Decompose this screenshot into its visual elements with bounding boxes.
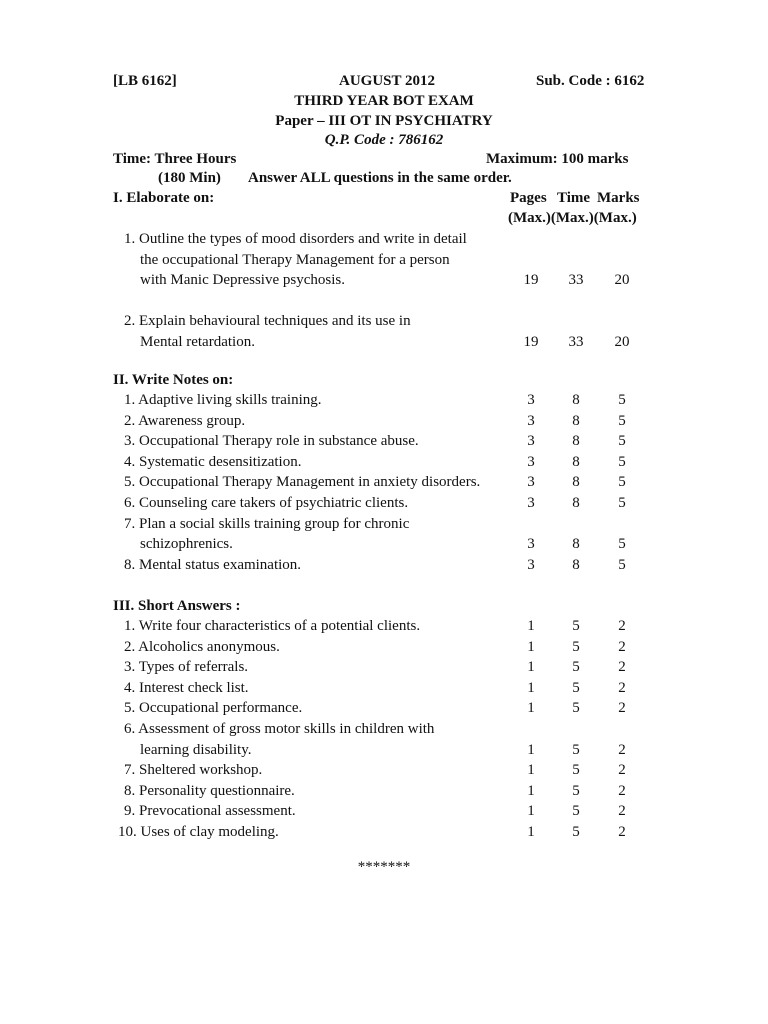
- marks-value: 5: [618, 474, 626, 491]
- question-line: 2. Awareness group.: [124, 412, 246, 429]
- time-value: 8: [572, 556, 580, 573]
- question-line: 8. Personality questionnaire.: [124, 782, 295, 799]
- time-value: 8: [572, 495, 580, 511]
- instruction: Answer ALL questions in the same order.: [248, 170, 512, 186]
- pages-value: 3: [527, 474, 535, 491]
- pages-value: 1: [527, 638, 535, 655]
- marks-value: 5: [618, 556, 626, 573]
- pages-value: 1: [527, 618, 535, 634]
- pages-value: 1: [527, 679, 535, 696]
- pages-value: 19: [523, 333, 539, 350]
- pages-value: 3: [527, 412, 535, 429]
- time-value: 8: [572, 474, 580, 491]
- time-value: 8: [572, 453, 580, 470]
- pages-value: 3: [527, 495, 535, 511]
- pages-value: 1: [527, 782, 535, 799]
- question-line: 3. Types of referrals.: [124, 659, 249, 676]
- marks-value: 2: [618, 762, 626, 779]
- marks-value: 2: [618, 638, 626, 655]
- question-line: 5. Occupational Therapy Management in anxiety disorders.: [124, 474, 481, 491]
- question-line: 2. Alcoholics anonymous.: [124, 638, 280, 655]
- question-line: learning disability.: [140, 741, 252, 758]
- marks-value: 5: [618, 412, 626, 429]
- marks-value: 20: [614, 333, 630, 350]
- question-line: 7. Sheltered workshop.: [124, 762, 263, 779]
- question-line: Mental retardation.: [140, 333, 255, 350]
- marks-value: 5: [618, 433, 626, 450]
- question-line: 1. Adaptive living skills training.: [124, 392, 322, 408]
- question-line: 3. Occupational Therapy role in substance abuse.: [124, 433, 419, 450]
- time-value: 5: [572, 824, 580, 840]
- marks-value: 2: [618, 659, 626, 676]
- exam-duration: Time: Three Hours: [113, 151, 237, 167]
- time-value: 5: [572, 803, 580, 820]
- question-line: 2. Explain behavioural techniques and its use in: [124, 313, 411, 329]
- question-line: 4. Systematic desensitization.: [124, 453, 302, 470]
- lb-code: [LB 6162]: [113, 73, 177, 89]
- qp-code: Q.P. Code : 786162: [324, 132, 444, 148]
- maximum-marks: Maximum: 100 marks: [486, 151, 629, 167]
- pages-value: 1: [527, 659, 535, 676]
- end-stars: *******: [357, 859, 411, 875]
- question-line: the occupational Therapy Management for a person: [140, 251, 450, 268]
- time-value: 5: [572, 762, 580, 779]
- subject-code: Sub. Code : 6162: [536, 73, 645, 89]
- marks-value: 2: [618, 700, 626, 717]
- marks-value: 2: [618, 741, 626, 758]
- time-value: 5: [572, 659, 580, 676]
- time-value: 5: [572, 700, 580, 717]
- marks-value: 20: [614, 272, 630, 288]
- pages-value: 3: [527, 433, 535, 450]
- exam-minutes: (180 Min): [158, 170, 221, 186]
- pages-value: 1: [527, 803, 535, 820]
- exam-month-year: AUGUST 2012: [339, 73, 435, 89]
- paper-title: Paper – III OT IN PSYCHIATRY: [275, 113, 493, 129]
- time-value: 5: [572, 679, 580, 696]
- question-line: schizophrenics.: [140, 536, 233, 553]
- time-value: 5: [572, 782, 580, 799]
- time-value: 5: [572, 638, 580, 655]
- column-max-header: (Max.)(Max.)(Max.): [508, 210, 637, 226]
- time-value: 8: [572, 433, 580, 450]
- pages-value: 3: [527, 453, 535, 470]
- section-heading: II. Write Notes on:: [113, 372, 234, 388]
- time-value: 8: [572, 412, 580, 429]
- question-line: 1. Write four characteristics of a potential clients.: [124, 618, 421, 634]
- marks-value: 2: [618, 782, 626, 799]
- time-value: 8: [572, 392, 580, 408]
- time-value: 5: [572, 741, 580, 758]
- marks-value: 2: [618, 679, 626, 696]
- question-line: 9. Prevocational assessment.: [124, 803, 296, 820]
- time-value: 5: [572, 618, 580, 634]
- pages-value: 1: [527, 762, 535, 779]
- question-line: 6. Counseling care takers of psychiatric clients.: [124, 495, 409, 511]
- pages-value: 3: [527, 556, 535, 573]
- question-line: 10. Uses of clay modeling.: [118, 824, 279, 840]
- pages-value: 1: [527, 824, 535, 840]
- pages-value: 1: [527, 700, 535, 717]
- exam-title: THIRD YEAR BOT EXAM: [294, 93, 474, 109]
- question-line: with Manic Depressive psychosis.: [140, 272, 345, 288]
- time-value: 33: [568, 333, 584, 350]
- pages-value: 1: [527, 741, 535, 758]
- question-line: 6. Assessment of gross motor skills in children with: [124, 721, 435, 737]
- section-heading: I. Elaborate on:: [113, 190, 215, 206]
- marks-value: 2: [618, 618, 626, 634]
- marks-value: 5: [618, 453, 626, 470]
- time-value: 33: [568, 272, 584, 288]
- marks-value: 5: [618, 392, 626, 408]
- section-heading: III. Short Answers :: [113, 598, 241, 614]
- question-line: 8. Mental status examination.: [124, 556, 302, 573]
- question-line: 4. Interest check list.: [124, 679, 249, 696]
- question-line: 1. Outline the types of mood disorders and write in detail: [124, 231, 467, 247]
- column-pages-header: Pages: [510, 190, 547, 206]
- pages-value: 19: [523, 272, 539, 288]
- marks-value: 2: [618, 803, 626, 820]
- question-line: 7. Plan a social skills training group for chronic: [124, 515, 410, 532]
- column-time-header: Time: [557, 190, 591, 206]
- time-value: 8: [572, 536, 580, 553]
- marks-value: 5: [618, 536, 626, 553]
- column-marks-header: Marks: [597, 190, 640, 206]
- question-line: 5. Occupational performance.: [124, 700, 303, 717]
- marks-value: 5: [618, 495, 626, 511]
- pages-value: 3: [527, 536, 535, 553]
- marks-value: 2: [618, 824, 626, 840]
- pages-value: 3: [527, 392, 535, 408]
